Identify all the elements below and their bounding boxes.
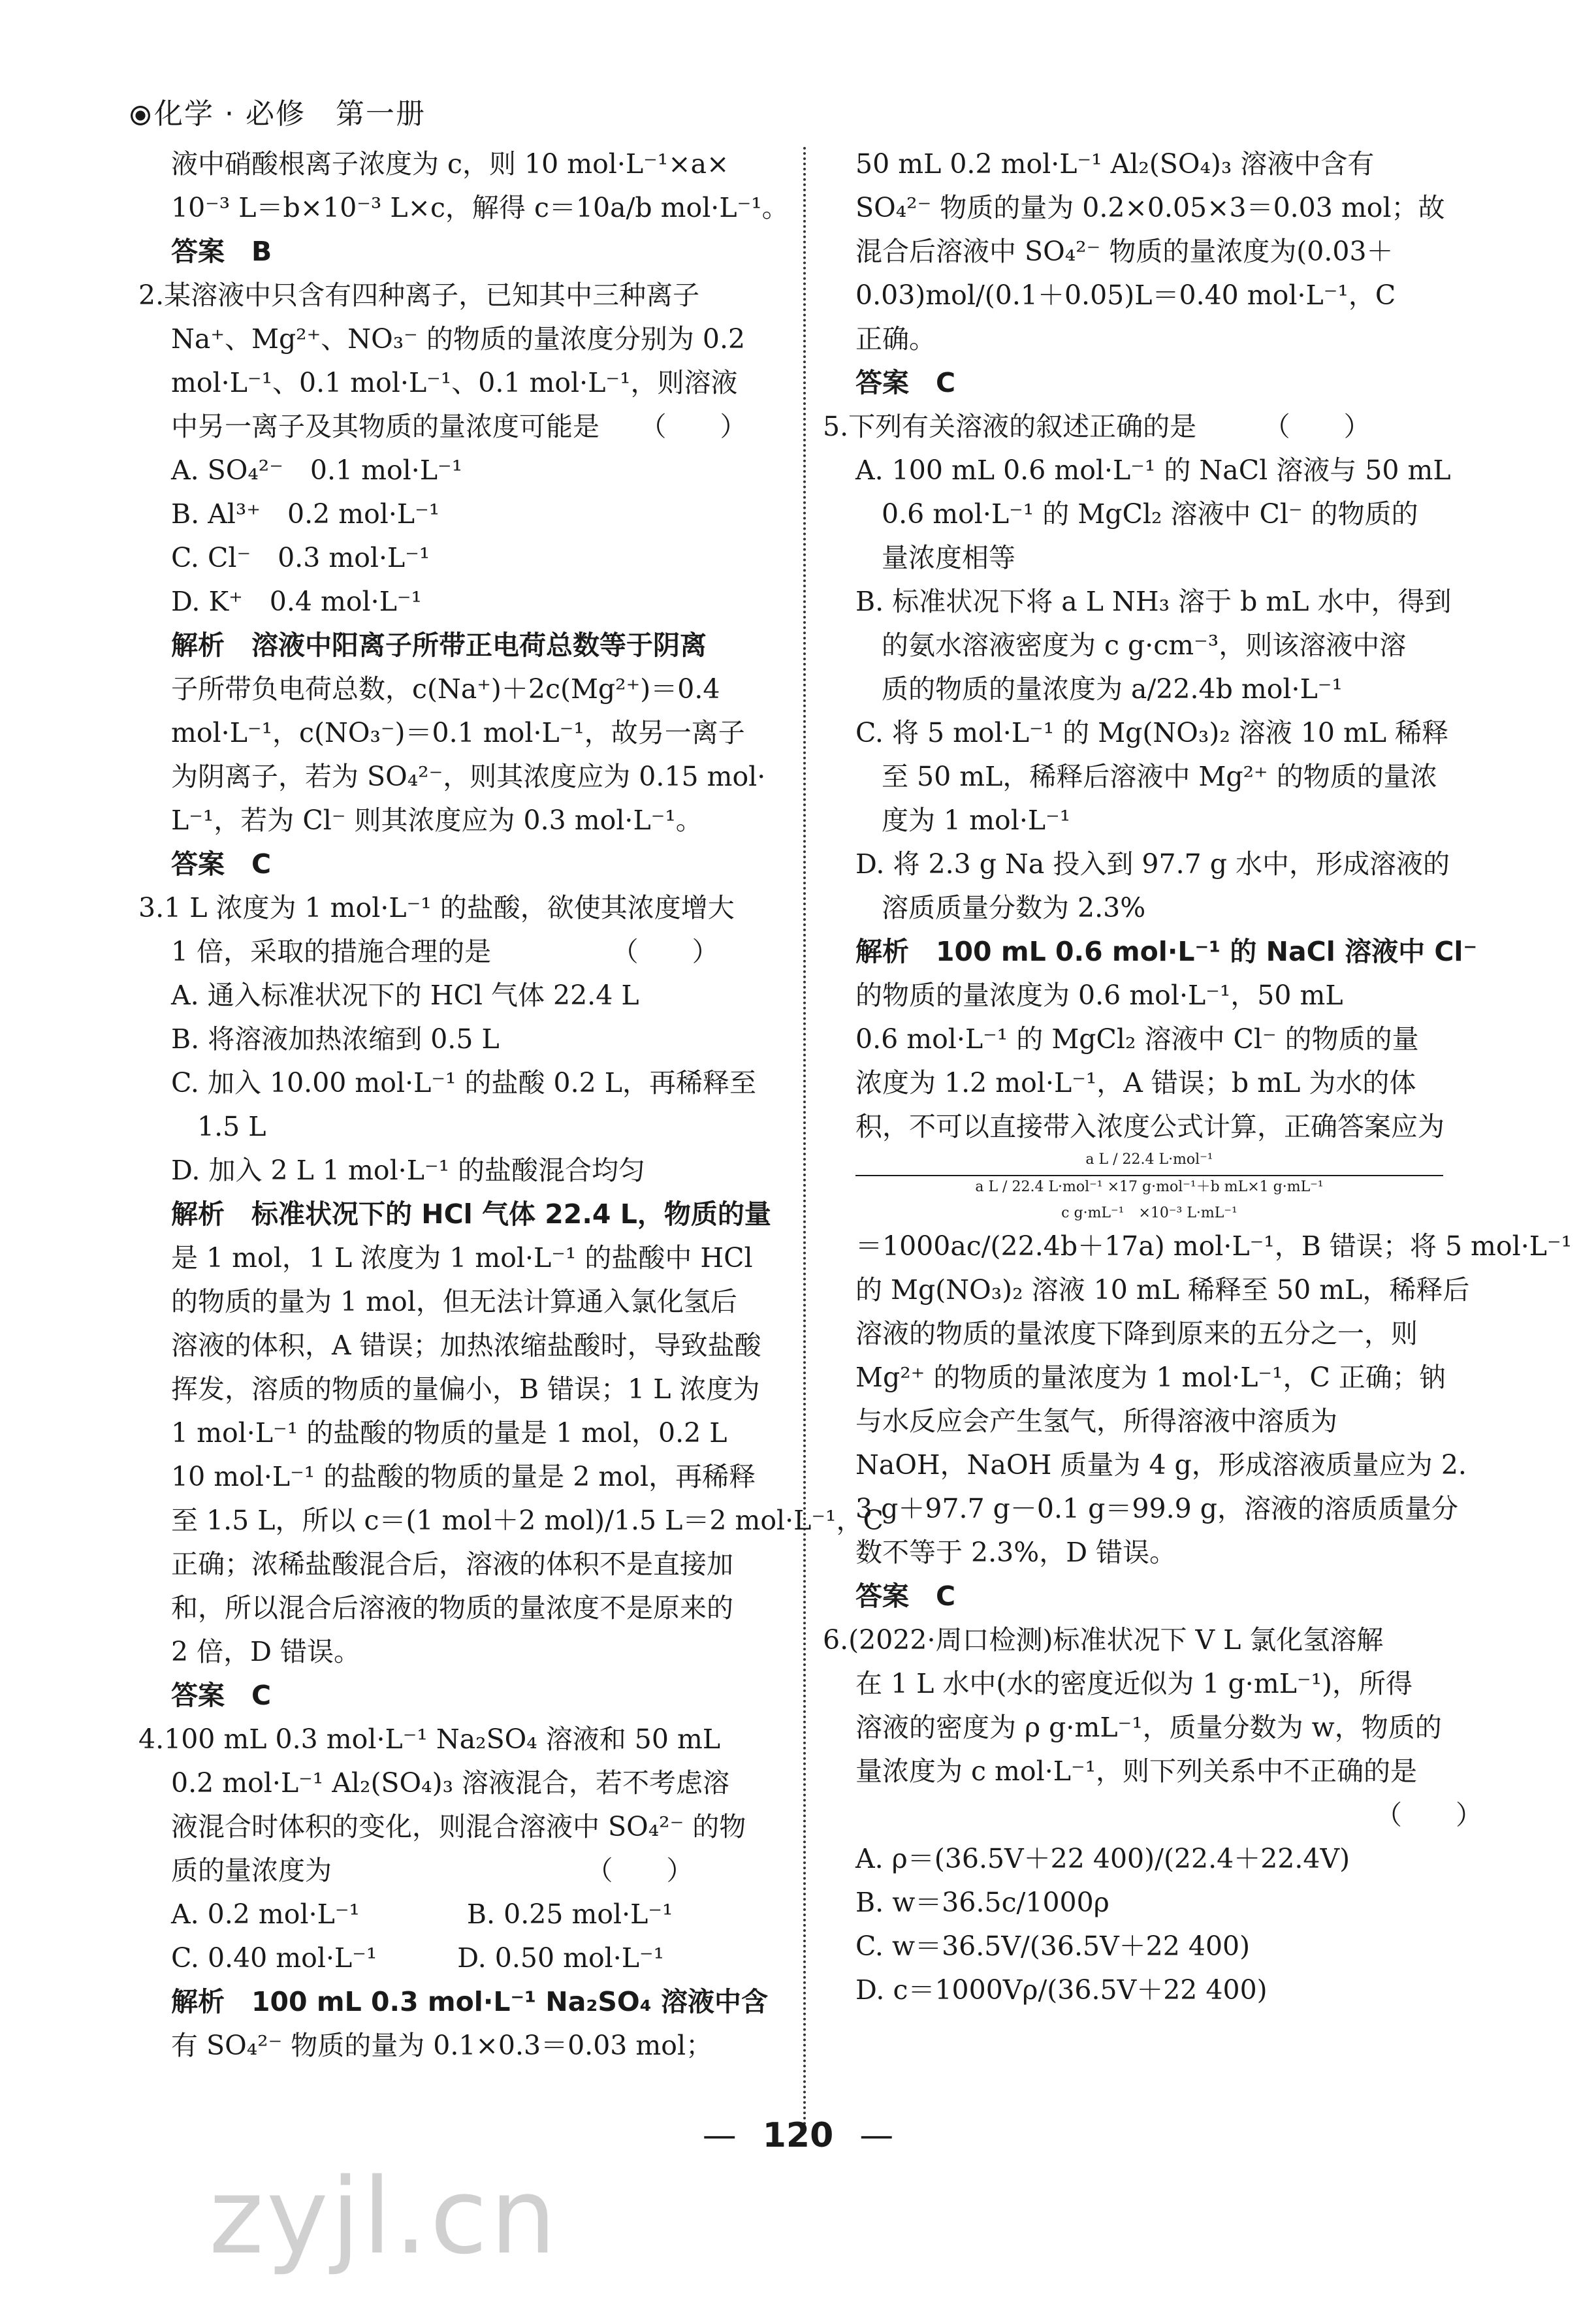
text-line: 积，不可以直接带入浓度公式计算，正确答案应为: [855, 1111, 1444, 1142]
option-d: D. 加入 2 L 1 mol·L⁻¹ 的盐酸混合均匀: [171, 1155, 646, 1186]
text-line: 浓度为 1.2 mol·L⁻¹，A 错误；b mL 为水的体: [855, 1067, 1416, 1098]
answer-label: 答案 B: [171, 236, 272, 267]
page-header: [131, 90, 426, 132]
text-line: ＝1000ac/(22.4b＋17a) mol·L⁻¹，B 错误；将 5 mol·L⁻¹: [855, 1230, 1572, 1262]
option-c: C. 加入 10.00 mol·L⁻¹ 的盐酸 0.2 L，再稀释至: [171, 1067, 756, 1098]
options-cd: C. 0.40 mol·L⁻¹ D. 0.50 mol·L⁻¹: [171, 1942, 665, 1974]
text-line: 1.5 L: [197, 1111, 266, 1142]
text-line: 量浓度为 c mol·L⁻¹，则下列关系中不正确的是: [855, 1755, 1418, 1787]
question-2: 2.某溶液中只含有四种离子，已知其中三种离子: [138, 280, 700, 311]
text-line: L⁻¹，若为 Cl⁻ 则其浓度应为 0.3 mol·L⁻¹。: [171, 805, 703, 836]
question-5: 5.下列有关溶液的叙述正确的是 （ ）: [823, 411, 1371, 442]
fraction-top: a L / 22.4 L·mol⁻¹: [1085, 1151, 1213, 1168]
analysis-line: 解析 标准状况下的 HCl 气体 22.4 L，物质的量: [171, 1198, 771, 1230]
text-line: 至 50 mL，稀释后溶液中 Mg²⁺ 的物质的量浓: [882, 761, 1437, 792]
option-a: A. 通入标准状况下的 HCl 气体 22.4 L: [171, 980, 639, 1011]
text-line: NaOH，NaOH 质量为 4 g，形成溶液质量应为 2.: [855, 1449, 1467, 1481]
text-line: Na⁺、Mg²⁺、NO₃⁻ 的物质的量浓度分别为 0.2: [171, 323, 746, 355]
text-line: 度为 1 mol·L⁻¹: [882, 805, 1071, 836]
text-line: 液中硝酸根离子浓度为 c，则 10 mol·L⁻¹×a×: [171, 148, 729, 180]
option-d: D. c＝1000Vρ/(36.5V＋22 400): [855, 1974, 1268, 2006]
text-line: 3 g＋97.7 g－0.1 g＝99.9 g，溶液的溶质质量分: [855, 1493, 1458, 1524]
fraction-bottom: c g·mL⁻¹ ×10⁻³ L·mL⁻¹: [1061, 1205, 1237, 1221]
right-column: [823, 142, 1572, 2012]
option-c: C. Cl⁻ 0.3 mol·L⁻¹: [171, 542, 430, 573]
text-line: 2 倍，D 错误。: [171, 1636, 361, 1667]
text-line: 的物质的量浓度为 0.6 mol·L⁻¹，50 mL: [855, 980, 1343, 1011]
option-c: C. 将 5 mol·L⁻¹ 的 Mg(NO₃)₂ 溶液 10 mL 稀释: [855, 717, 1449, 748]
text-line: 的 Mg(NO₃)₂ 溶液 10 mL 稀释至 50 mL，稀释后: [855, 1274, 1470, 1306]
text-line: mol·L⁻¹，c(NO₃⁻)＝0.1 mol·L⁻¹，故另一离子: [171, 717, 745, 748]
text-line: 1 mol·L⁻¹ 的盐酸的物质的量是 1 mol，0.2 L: [171, 1417, 727, 1449]
text-line: 0.6 mol·L⁻¹ 的 MgCl₂ 溶液中 Cl⁻ 的物质的量: [855, 1023, 1419, 1055]
text-line: Mg²⁺ 的物质的量浓度为 1 mol·L⁻¹，C 正确；钠: [855, 1362, 1446, 1393]
text-line: 液混合时体积的变化，则混合溶液中 SO₄²⁻ 的物: [171, 1811, 746, 1842]
text-line: 的氨水溶液密度为 c g·cm⁻³，则该溶液中溶: [882, 630, 1407, 661]
option-c: C. w＝36.5V/(36.5V＋22 400): [855, 1931, 1251, 1962]
text-line: mol·L⁻¹、0.1 mol·L⁻¹、0.1 mol·L⁻¹，则溶液: [171, 367, 738, 398]
text-line: 溶质质量分数为 2.3%: [882, 892, 1146, 923]
text-line: 质的量浓度为 （ ）: [171, 1855, 694, 1886]
text-line: 溶液的物质的量浓度下降到原来的五分之一，则: [855, 1318, 1418, 1349]
option-a: A. ρ＝(36.5V＋22 400)/(22.4＋22.4V): [855, 1843, 1350, 1874]
text-line: 的物质的量为 1 mol，但无法计算通入氯化氢后: [171, 1286, 737, 1317]
text-line: SO₄²⁻ 物质的量为 0.2×0.05×3＝0.03 mol；故: [855, 192, 1445, 223]
option-b: B. 将溶液加热浓缩到 0.5 L: [171, 1023, 500, 1055]
text-line: 混合后溶液中 SO₄²⁻ 物质的量浓度为(0.03＋: [855, 236, 1394, 267]
text-line: 10⁻³ L＝b×10⁻³ L×c，解得 c＝10a/b mol·L⁻¹。: [171, 192, 789, 223]
option-b: B. Al³⁺ 0.2 mol·L⁻¹: [171, 498, 440, 530]
text-line: 挥发，溶质的物质的量偏小，B 错误；1 L 浓度为: [171, 1373, 760, 1405]
analysis-line: 解析 100 mL 0.3 mol·L⁻¹ Na₂SO₄ 溶液中含: [171, 1986, 768, 2017]
bullet-circle-icon: [131, 106, 150, 125]
option-d: D. K⁺ 0.4 mol·L⁻¹: [171, 586, 422, 617]
option-a: A. SO₄²⁻ 0.1 mol·L⁻¹: [171, 455, 463, 486]
analysis-line: 解析 100 mL 0.6 mol·L⁻¹ 的 NaCl 溶液中 Cl⁻: [855, 936, 1478, 967]
text-line: 和，所以混合后溶液的物质的量浓度不是原来的: [171, 1592, 733, 1624]
text-line: 正确。: [855, 323, 936, 355]
text-line: 质的物质的量浓度为 a/22.4b mol·L⁻¹: [882, 673, 1343, 705]
compound-fraction: [855, 1149, 1443, 1225]
header-title: 化学 · 必修 第一册: [154, 97, 426, 131]
text-line: 0.03)mol/(0.1＋0.05)L＝0.40 mol·L⁻¹，C: [855, 280, 1396, 311]
text-line: 数不等于 2.3%，D 错误。: [855, 1537, 1177, 1568]
text-line: 正确；浓稀盐酸混合后，溶液的体积不是直接加: [171, 1548, 733, 1580]
option-b: B. 标准状况下将 a L NH₃ 溶于 b mL 水中，得到: [855, 586, 1452, 617]
text-line: 量浓度相等: [882, 542, 1015, 573]
text-line: 至 1.5 L，所以 c＝(1 mol＋2 mol)/1.5 L＝2 mol·L⁻¹，C: [171, 1505, 884, 1536]
text-line: 在 1 L 水中(水的密度近似为 1 g·mL⁻¹)，所得: [855, 1668, 1413, 1699]
option-a: A. 100 mL 0.6 mol·L⁻¹ 的 NaCl 溶液与 50 mL: [855, 455, 1451, 486]
option-d: D. 将 2.3 g Na 投入到 97.7 g 水中，形成溶液的: [855, 848, 1450, 880]
dash-left: —: [702, 2116, 737, 2155]
answer-label: 答案 C: [855, 367, 956, 398]
text-line: 溶液的密度为 ρ g·mL⁻¹，质量分数为 w，物质的: [855, 1712, 1442, 1743]
text-line: 0.2 mol·L⁻¹ Al₂(SO₄)₃ 溶液混合，若不考虑溶: [171, 1767, 730, 1799]
text-line: 为阴离子，若为 SO₄²⁻，则其浓度应为 0.15 mol·: [171, 761, 766, 792]
page-number-value: 120: [762, 2116, 834, 2155]
text-line: 0.6 mol·L⁻¹ 的 MgCl₂ 溶液中 Cl⁻ 的物质的: [882, 498, 1418, 530]
dash-right: —: [859, 2116, 894, 2155]
text-line: 50 mL 0.2 mol·L⁻¹ Al₂(SO₄)₃ 溶液中含有: [855, 148, 1375, 180]
page-number: [0, 2116, 1596, 2155]
answer-label: 答案 C: [855, 1580, 956, 1612]
answer-label: 答案 C: [171, 1680, 272, 1711]
left-column: [138, 142, 884, 2068]
option-b: B. w＝36.5c/1000ρ: [855, 1887, 1109, 1918]
analysis-line: 解析 溶液中阳离子所带正电荷总数等于阴离: [171, 630, 707, 661]
question-6: 6.(2022·周口检测)标准状况下 V L 氯化氢溶解: [823, 1624, 1384, 1656]
text-line: 是 1 mol，1 L 浓度为 1 mol·L⁻¹ 的盐酸中 HCl: [171, 1242, 753, 1274]
text-line: 有 SO₄²⁻ 物质的量为 0.1×0.3＝0.03 mol；: [171, 2030, 713, 2061]
text-line: 与水反应会产生氢气，所得溶液中溶质为: [855, 1405, 1337, 1437]
text-line: 中另一离子及其物质的量浓度可能是 （ ）: [171, 411, 747, 442]
text-line: 10 mol·L⁻¹ 的盐酸的物质的量是 2 mol，再稀释: [171, 1461, 756, 1492]
answer-bracket: （ ）: [1375, 1799, 1482, 1831]
answer-label: 答案 C: [171, 848, 272, 880]
question-4: 4.100 mL 0.3 mol·L⁻¹ Na₂SO₄ 溶液和 50 mL: [138, 1723, 721, 1755]
text-line: 溶液的体积，A 错误；加热浓缩盐酸时，导致盐酸: [171, 1330, 761, 1361]
options-ab: A. 0.2 mol·L⁻¹ B. 0.25 mol·L⁻¹: [171, 1899, 673, 1930]
fraction-mid: a L / 22.4 L·mol⁻¹ ×17 g·mol⁻¹＋b mL×1 g·mL⁻¹: [855, 1175, 1443, 1198]
text-line: 子所带负电荷总数，c(Na⁺)＋2c(Mg²⁺)＝0.4: [171, 673, 720, 705]
watermark: zyjl.cn: [209, 2155, 559, 2277]
question-3: 3.1 L 浓度为 1 mol·L⁻¹ 的盐酸，欲使其浓度增大: [138, 892, 735, 923]
text-line: 1 倍，采取的措施合理的是 （ ）: [171, 936, 719, 967]
